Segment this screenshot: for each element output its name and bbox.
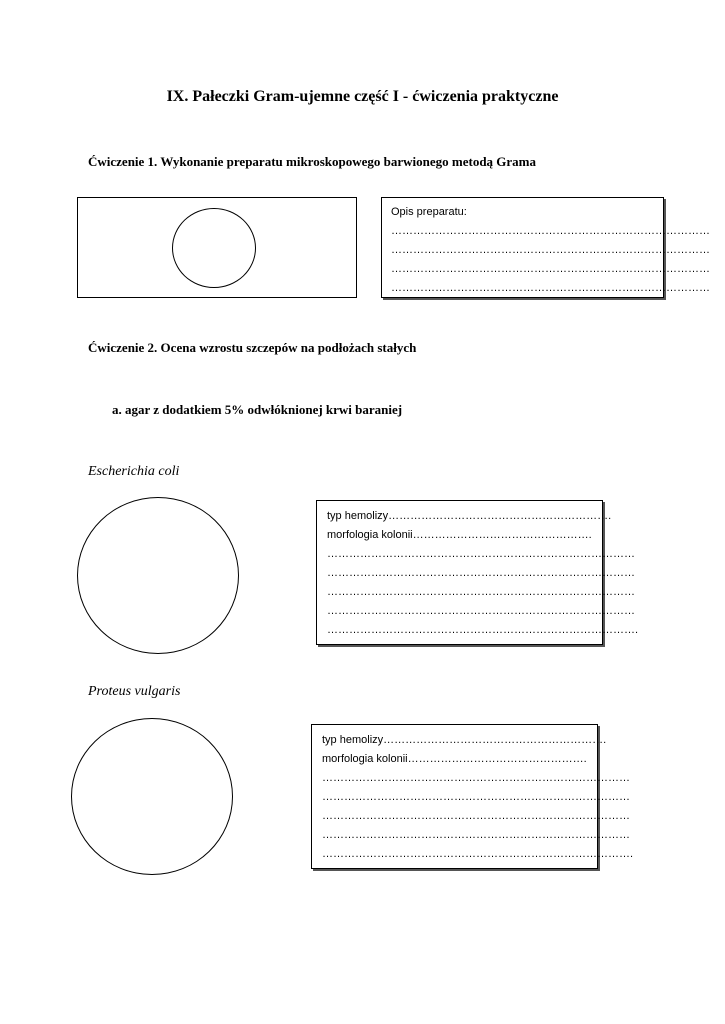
description-line: ………………………………………………………………………… <box>327 567 635 579</box>
exercise-2a-subheading: a. agar z dodatkiem 5% odwłóknionej krwi baraniej <box>112 402 403 417</box>
hemolysis-line: typ hemolizy……………………………………………………. <box>322 734 607 746</box>
description-line: ………………………………………………………………………… <box>322 810 630 822</box>
description-line: …………………………………………………………………………… <box>391 282 710 294</box>
hemolysis-line: typ hemolizy……………………………………………………. <box>327 510 612 522</box>
proteus-description-box <box>311 724 634 869</box>
description-line: ………………………………………………………………………… <box>322 772 630 784</box>
description-line: …………………………………………………………………………… <box>391 244 710 256</box>
description-line: ………………………………………………………………………… <box>327 605 635 617</box>
description-line: …………………………………………………………………………… <box>391 263 710 275</box>
organism-name-proteus: Proteus vulgaris <box>88 684 181 699</box>
description-line: ………………………………………………………………………… <box>327 586 635 598</box>
slide-drawing-box <box>77 197 357 298</box>
description-line: …………………………………………………………………………… <box>391 225 710 237</box>
description-line: ………………………………………………………………………… <box>327 548 635 560</box>
ecoli-description-box <box>316 500 639 645</box>
ecoli-plate-circle <box>77 497 239 654</box>
proteus-plate-circle <box>71 718 233 875</box>
exercise-1-heading: Ćwiczenie 1. Wykonanie preparatu mikroskopowego barwionego metodą Grama <box>88 154 537 169</box>
description-line: ………………………………………………………………………… <box>322 829 630 841</box>
slide-circle <box>172 208 256 288</box>
exercise-2-heading: Ćwiczenie 2. Ocena wzrostu szczepów na podłożach stałych <box>88 340 417 355</box>
morphology-line: morfologia kolonii…………………………………………. <box>322 753 587 765</box>
page-title: IX. Pałeczki Gram-ujemne część I - ćwiczenia praktyczne <box>166 88 559 105</box>
description-line: …………………………………………………………………………. <box>327 624 639 636</box>
description-line: …………………………………………………………………………. <box>322 848 634 860</box>
morphology-line: morfologia kolonii…………………………………………. <box>327 529 592 541</box>
organism-name-ecoli: Escherichia coli <box>88 464 180 479</box>
description-line: ………………………………………………………………………… <box>322 791 630 803</box>
slide-description-box <box>381 197 710 298</box>
description-label: Opis preparatu: <box>391 206 467 218</box>
